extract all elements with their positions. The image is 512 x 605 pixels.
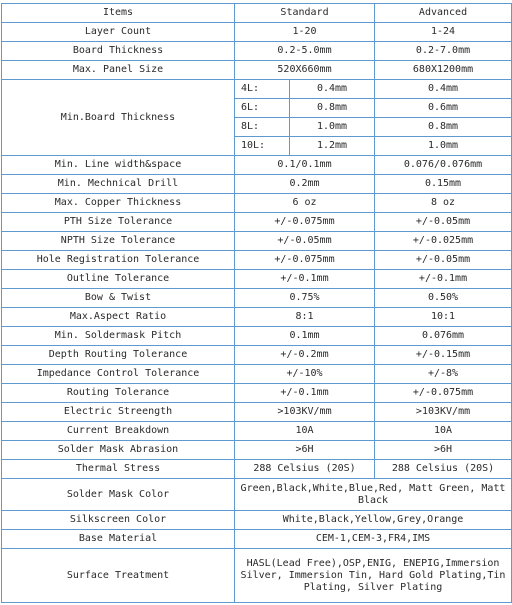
row-item: Max. Copper Thickness [2,194,235,213]
row-item: Max.Aspect Ratio [2,308,235,327]
table-row [2,365,512,384]
table-row [2,327,512,346]
row-standard: 10A [235,422,375,441]
table-row [2,232,512,251]
row-item: Min. Mechnical Drill [2,175,235,194]
table-row [2,460,512,479]
row-item: Surface Treatment [2,549,235,603]
row-advanced: +/-0.025mm [375,232,512,251]
table-row [2,511,512,530]
row-standard: 0.2-5.0mm [235,42,375,61]
layer-label: 8L: [235,118,290,137]
row-advanced: >6H [375,441,512,460]
table-row [2,42,512,61]
row-standard: +/-10% [235,365,375,384]
row-advanced: 1-24 [375,23,512,42]
row-item: Routing Tolerance [2,384,235,403]
row-item: Max. Panel Size [2,61,235,80]
row-advanced: 680X1200mm [375,61,512,80]
row-value-merged: Green,Black,White,Blue,Red, Matt Green, Matt Black [235,479,512,511]
header-items: Items [2,4,235,23]
table-row [2,479,512,511]
row-item: Bow & Twist [2,289,235,308]
row-advanced: 8 oz [375,194,512,213]
row-standard: >103KV/mm [235,403,375,422]
row-advanced: 1.0mm [375,137,512,156]
table-row [2,61,512,80]
table-row [2,289,512,308]
row-standard: 8:1 [235,308,375,327]
row-standard: 6 oz [235,194,375,213]
row-item: Depth Routing Tolerance [2,346,235,365]
row-item: Solder Mask Abrasion [2,441,235,460]
table-row [2,308,512,327]
row-item: Current Breakdown [2,422,235,441]
row-item: Hole Registration Tolerance [2,251,235,270]
row-advanced: 10A [375,422,512,441]
table-row [2,23,512,42]
row-standard: 0.4mm [290,80,375,99]
table-row [2,346,512,365]
row-item: Board Thickness [2,42,235,61]
row-item: Impedance Control Tolerance [2,365,235,384]
table-row [2,403,512,422]
table-row [2,251,512,270]
row-item: Min. Line width&space [2,156,235,175]
row-standard: >6H [235,441,375,460]
row-value-merged: White,Black,Yellow,Grey,Orange [235,511,512,530]
row-item: Outline Tolerance [2,270,235,289]
row-advanced: +/-0.05mm [375,213,512,232]
layer-label: 6L: [235,99,290,118]
row-item: PTH Size Tolerance [2,213,235,232]
row-standard: 0.8mm [290,99,375,118]
header-row [2,4,512,23]
table-row [2,422,512,441]
row-value-merged: CEM-1,CEM-3,FR4,IMS [235,530,512,549]
row-standard: +/-0.05mm [235,232,375,251]
row-item: Solder Mask Color [2,479,235,511]
row-advanced: +/-8% [375,365,512,384]
row-standard: 0.75% [235,289,375,308]
row-standard: +/-0.1mm [235,384,375,403]
row-item: NPTH Size Tolerance [2,232,235,251]
row-standard: +/-0.1mm [235,270,375,289]
row-advanced: 0.076mm [375,327,512,346]
row-standard: +/-0.075mm [235,213,375,232]
row-advanced: 0.6mm [375,99,512,118]
row-standard: +/-0.075mm [235,251,375,270]
row-standard: 288 Celsius (20S) [235,460,375,479]
table-row [2,549,512,603]
header-advanced: Advanced [375,4,512,23]
layer-label: 10L: [235,137,290,156]
table-row [2,441,512,460]
table-row [2,530,512,549]
table-row [2,384,512,403]
table-row [2,156,512,175]
table-row [2,80,512,99]
row-advanced: 0.50% [375,289,512,308]
row-advanced: 0.15mm [375,175,512,194]
table-row [2,194,512,213]
row-advanced: +/-0.15mm [375,346,512,365]
row-item: Electric Streength [2,403,235,422]
row-item: Layer Count [2,23,235,42]
row-advanced: 288 Celsius (20S) [375,460,512,479]
row-advanced: +/-0.05mm [375,251,512,270]
row-standard: 520X660mm [235,61,375,80]
row-advanced: 0.2-7.0mm [375,42,512,61]
row-advanced: 10:1 [375,308,512,327]
row-advanced: +/-0.075mm [375,384,512,403]
row-standard: 1.0mm [290,118,375,137]
table-row [2,175,512,194]
pcb-capability-table [1,3,512,603]
row-item-min-board-thickness: Min.Board Thickness [2,80,235,156]
layer-label: 4L: [235,80,290,99]
row-advanced: 0.8mm [375,118,512,137]
row-item: Min. Soldermask Pitch [2,327,235,346]
row-item: Base Material [2,530,235,549]
row-advanced: >103KV/mm [375,403,512,422]
row-value-merged: HASL(Lead Free),OSP,ENIG, ENEPIG,Immersion Silver, Immersion Tin, Hard Gold Plating,Tin Plating, Silver Plating [235,549,512,603]
row-standard: 0.1mm [235,327,375,346]
row-standard: 0.1/0.1mm [235,156,375,175]
row-standard: 1-20 [235,23,375,42]
row-advanced: +/-0.1mm [375,270,512,289]
row-standard: 1.2mm [290,137,375,156]
row-advanced: 0.076/0.076mm [375,156,512,175]
row-item: Silkscreen Color [2,511,235,530]
row-advanced: 0.4mm [375,80,512,99]
table-row [2,270,512,289]
table-row [2,213,512,232]
row-standard: +/-0.2mm [235,346,375,365]
header-standard: Standard [235,4,375,23]
row-item: Thermal Stress [2,460,235,479]
row-standard: 0.2mm [235,175,375,194]
